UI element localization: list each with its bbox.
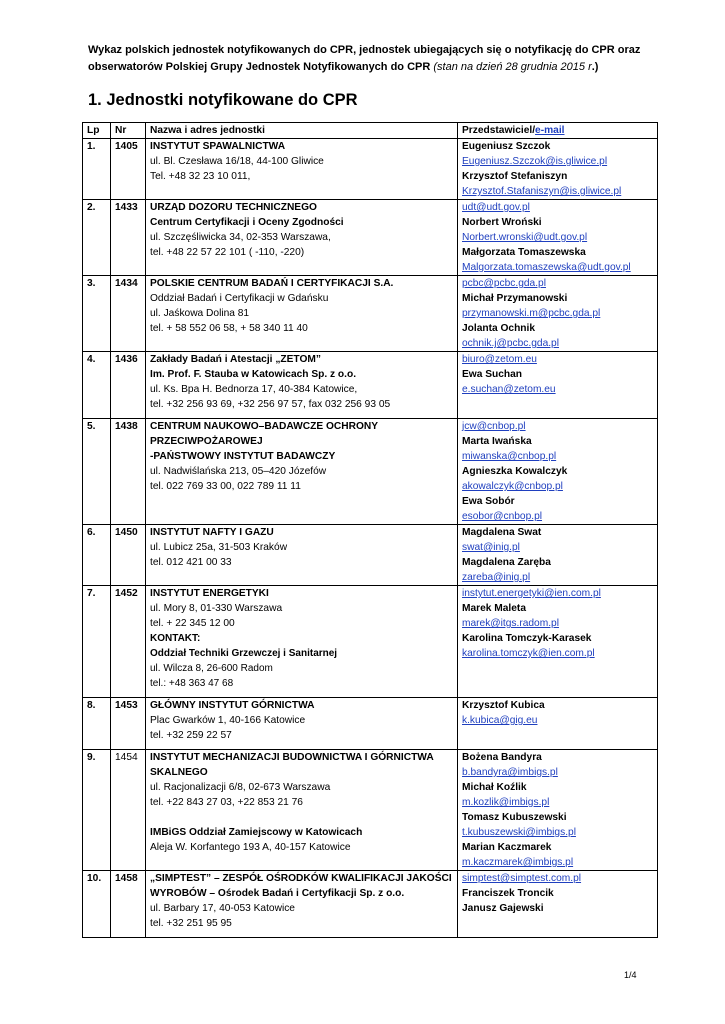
row-spacer <box>150 855 453 861</box>
address-line: INSTYTUT NAFTY I GAZU <box>150 527 274 538</box>
address-line: ul. Racjonalizacji 6/8, 02-673 Warszawa <box>150 782 331 793</box>
representative-name: Krzysztof Kubica <box>462 700 545 711</box>
email-link[interactable]: swat@inig.pl <box>462 542 520 553</box>
address-line: Plac Gwarków 1, 40-166 Katowice <box>150 715 306 726</box>
intro-date-text: (stan na dzień 28 grudnia 2015 r <box>433 61 592 73</box>
address-line: ul. Ks. Bpa H. Bednorza 17, 40-384 Katowice, <box>150 384 358 395</box>
address-line: tel. +48 22 57 22 101 ( -110, -220) <box>150 247 305 258</box>
row-spacer <box>150 412 453 418</box>
section-heading: 1. Jednostki notyfikowane do CPR <box>88 91 358 109</box>
row-representatives <box>458 750 658 871</box>
row-nr: 1405 <box>111 139 146 200</box>
email-link[interactable]: marek@itgs.radom.pl <box>462 618 559 629</box>
representative-name: Marian Kaczmarek <box>462 842 552 853</box>
table-row <box>83 276 658 352</box>
address-line: Tel. +48 32 23 10 011, <box>150 171 251 182</box>
row-lp: 1. <box>83 139 111 200</box>
representative-name: Norbert Wroński <box>462 217 542 228</box>
email-link[interactable]: przymanowski.m@pcbc.gda.pl <box>462 308 601 319</box>
row-representatives <box>458 139 658 200</box>
row-nr: 1433 <box>111 200 146 276</box>
address-line: ul. Bl. Czesława 16/18, 44-100 Gliwice <box>150 156 324 167</box>
row-lp: 9. <box>83 750 111 871</box>
header-rep-label: Przedstawiciel/ <box>462 125 536 136</box>
row-representatives <box>458 200 658 276</box>
row-representatives <box>458 525 658 586</box>
table-row <box>83 525 658 586</box>
row-lp: 7. <box>83 586 111 698</box>
notified-bodies-table <box>82 122 658 938</box>
address-line: Aleja W. Korfantego 193 A, 40-157 Katowice <box>150 842 351 853</box>
row-name-address <box>146 750 458 871</box>
address-line: PRZECIWPOŻAROWEJ <box>150 436 263 447</box>
header-lp: Lp <box>83 123 111 139</box>
row-spacer <box>150 743 453 749</box>
email-link[interactable]: biuro@zetom.eu <box>462 354 537 365</box>
representative-name: Agnieszka Kowalczyk <box>462 466 568 477</box>
row-lp: 5. <box>83 419 111 525</box>
row-spacer <box>150 184 453 190</box>
representative-name: Krzysztof Stefaniszyn <box>462 171 568 182</box>
address-line: ul. Nadwiślańska 213, 05–420 Józefów <box>150 466 327 477</box>
row-spacer <box>150 336 453 342</box>
address-line: ul. Lubicz 25a, 31-503 Kraków <box>150 542 288 553</box>
row-name-address <box>146 200 458 276</box>
table-row <box>83 419 658 525</box>
table-row <box>83 352 658 419</box>
representative-name: Tomasz Kubuszewski <box>462 812 567 823</box>
page-number: 1/4 <box>624 970 637 980</box>
row-name-address <box>146 525 458 586</box>
email-link[interactable]: m.kaczmarek@imbigs.pl <box>462 857 574 868</box>
row-nr: 1458 <box>111 871 146 938</box>
row-representatives <box>458 276 658 352</box>
row-nr: 1450 <box>111 525 146 586</box>
row-name-address <box>146 352 458 419</box>
email-link[interactable]: miwanska@cnbop.pl <box>462 451 557 462</box>
address-line: tel. + 58 552 06 58, + 58 340 11 40 <box>150 323 308 334</box>
row-representatives <box>458 352 658 419</box>
email-link[interactable]: Malgorzata.tomaszewska@udt.gov.pl <box>462 262 631 273</box>
row-name-address <box>146 698 458 750</box>
row-nr: 1452 <box>111 586 146 698</box>
address-line <box>150 810 453 825</box>
row-nr: 1453 <box>111 698 146 750</box>
row-representatives <box>458 419 658 525</box>
email-link[interactable]: m.kozlik@imbigs.pl <box>462 797 550 808</box>
email-link[interactable]: instytut.energetyki@ien.com.pl <box>462 588 601 599</box>
representative-name: Bożena Bandyra <box>462 752 542 763</box>
address-line: ul. Barbary 17, 40-053 Katowice <box>150 903 295 914</box>
address-line: WYROBÓW – Ośrodek Badań i Certyfikacji Sp. z o.o. <box>150 888 405 899</box>
row-name-address <box>146 871 458 938</box>
row-nr: 1436 <box>111 352 146 419</box>
row-spacer <box>150 931 453 937</box>
email-link[interactable]: pcbc@pcbc.gda.pl <box>462 278 546 289</box>
header-nr: Nr <box>111 123 146 139</box>
email-link[interactable]: ochnik.j@pcbc.gda.pl <box>462 338 559 349</box>
address-line: tel. +32 251 95 95 <box>150 918 232 929</box>
intro-bold-text: Wykaz polskich jednostek notyfikowanych do CPR, jednostek ubiegających się o notyfikację do CPR oraz obserwatorów Polskiej Grupy Jednostek Notyfikowanych do CPR <box>88 44 641 73</box>
address-line: ul. Mory 8, 01-330 Warszawa <box>150 603 283 614</box>
address-line: Zakłady Badań i Atestacji „ZETOM” <box>150 354 321 365</box>
email-link[interactable]: e.suchan@zetom.eu <box>462 384 556 395</box>
representative-name: Franciszek Troncik <box>462 888 554 899</box>
address-line: Im. Prof. F. Stauba w Katowicach Sp. z o.o. <box>150 369 357 380</box>
address-line: -PAŃSTWOWY INSTYTUT BADAWCZY <box>150 451 336 462</box>
address-line: tel. +32 256 93 69, +32 256 97 57, fax 032 256 93 05 <box>150 399 391 410</box>
header-name: Nazwa i adres jednostki <box>146 123 458 139</box>
representative-name: Jolanta Ochnik <box>462 323 536 334</box>
intro-end-text: .) <box>591 61 599 73</box>
address-line: CENTRUM NAUKOWO–BADAWCZE OCHRONY <box>150 421 379 432</box>
table-row <box>83 139 658 200</box>
email-link[interactable]: k.kubica@gig.eu <box>462 715 538 726</box>
row-name-address <box>146 276 458 352</box>
address-line: tel.: +48 363 47 68 <box>150 678 234 689</box>
address-line: INSTYTUT ENERGETYKI <box>150 588 269 599</box>
row-nr: 1434 <box>111 276 146 352</box>
email-link[interactable]: t.kubuszewski@imbigs.pl <box>462 827 576 838</box>
address-line: tel. 022 769 33 00, 022 789 11 11 <box>150 481 301 492</box>
table-row <box>83 871 658 938</box>
address-line: tel. + 22 345 12 00 <box>150 618 235 629</box>
representative-name: Marta Iwańska <box>462 436 532 447</box>
address-line: INSTYTUT SPAWALNICTWA <box>150 141 286 152</box>
representative-name: Małgorzata Tomaszewska <box>462 247 586 258</box>
table-row <box>83 698 658 750</box>
row-lp: 3. <box>83 276 111 352</box>
address-line: Centrum Certyfikacji i Oceny Zgodności <box>150 217 344 228</box>
row-lp: 4. <box>83 352 111 419</box>
row-spacer <box>150 691 453 697</box>
email-link[interactable]: zareba@inig.pl <box>462 572 531 583</box>
row-representatives <box>458 698 658 750</box>
table-row <box>83 586 658 698</box>
email-link[interactable]: b.bandyra@imbigs.pl <box>462 767 558 778</box>
representative-name: Ewa Sobór <box>462 496 515 507</box>
table-body <box>83 139 658 938</box>
address-line: „SIMPTEST” – ZESPÓŁ OŚRODKÓW KWALIFIKACJI JAKOŚCI <box>150 873 452 884</box>
representative-name: Janusz Gajewski <box>462 903 544 914</box>
address-line: tel. 012 421 00 33 <box>150 557 232 568</box>
representative-name: Michał Koźlik <box>462 782 527 793</box>
header-representative <box>458 123 658 139</box>
row-name-address <box>146 586 458 698</box>
row-representatives <box>458 871 658 938</box>
representative-name: Marek Maleta <box>462 603 526 614</box>
address-line: SKALNEGO <box>150 767 208 778</box>
representative-name: Magdalena Swat <box>462 527 542 538</box>
address-line: ul. Szczęśliwicka 34, 02-353 Warszawa, <box>150 232 331 243</box>
representative-name: Karolina Tomczyk-Karasek <box>462 633 592 644</box>
row-nr: 1454 <box>111 750 146 871</box>
address-line: POLSKIE CENTRUM BADAŃ I CERTYFIKACJI S.A. <box>150 278 394 289</box>
document-intro <box>88 42 648 76</box>
row-representatives <box>458 586 658 698</box>
email-link[interactable]: Eugeniusz.Szczok@is.gliwice.pl <box>462 156 608 167</box>
email-link[interactable]: Krzysztof.Stafaniszyn@is.gliwice.pl <box>462 186 622 197</box>
address-line: INSTYTUT MECHANIZACJI BUDOWNICTWA I GÓRNICTWA <box>150 752 434 763</box>
table-row <box>83 200 658 276</box>
email-link[interactable]: esobor@cnbop.pl <box>462 511 543 522</box>
email-link[interactable]: jcw@cnbop.pl <box>462 421 526 432</box>
row-lp: 10. <box>83 871 111 938</box>
email-link[interactable]: udt@udt.gov.pl <box>462 202 530 213</box>
address-line: ul. Jaśkowa Dolina 81 <box>150 308 250 319</box>
address-line: IMBiGS Oddział Zamiejscowy w Katowicach <box>150 827 363 838</box>
address-line: Oddział Badań i Certyfikacji w Gdańsku <box>150 293 329 304</box>
address-line: ul. Wilcza 8, 26-600 Radom <box>150 663 273 674</box>
email-link[interactable]: simptest@simptest.com.pl <box>462 873 582 884</box>
representative-name: Magdalena Zaręba <box>462 557 551 568</box>
row-spacer <box>150 260 453 266</box>
row-lp: 8. <box>83 698 111 750</box>
email-link[interactable]: akowalczyk@cnbop.pl <box>462 481 563 492</box>
row-nr: 1438 <box>111 419 146 525</box>
address-line: tel. +22 843 27 03, +22 853 21 76 <box>150 797 303 808</box>
representative-name: Eugeniusz Szczok <box>462 141 551 152</box>
row-spacer <box>150 494 453 500</box>
representative-name: Michał Przymanowski <box>462 293 568 304</box>
table-header-row <box>83 123 658 139</box>
row-name-address <box>146 139 458 200</box>
row-lp: 2. <box>83 200 111 276</box>
row-name-address <box>146 419 458 525</box>
address-line: GŁÓWNY INSTYTUT GÓRNICTWA <box>150 700 315 711</box>
address-line: Oddział Techniki Grzewczej i Sanitarnej <box>150 648 338 659</box>
address-line: URZĄD DOZORU TECHNICZNEGO <box>150 202 317 213</box>
address-line: KONTAKT: <box>150 633 201 644</box>
email-link[interactable]: Norbert.wronski@udt.gov.pl <box>462 232 588 243</box>
email-link[interactable]: karolina.tomczyk@ien.com.pl <box>462 648 595 659</box>
row-spacer <box>150 570 453 576</box>
row-lp: 6. <box>83 525 111 586</box>
header-email-link[interactable]: e-mail <box>535 125 565 136</box>
representative-name: Ewa Suchan <box>462 369 523 380</box>
address-line: tel. +32 259 22 57 <box>150 730 232 741</box>
table-row <box>83 750 658 871</box>
